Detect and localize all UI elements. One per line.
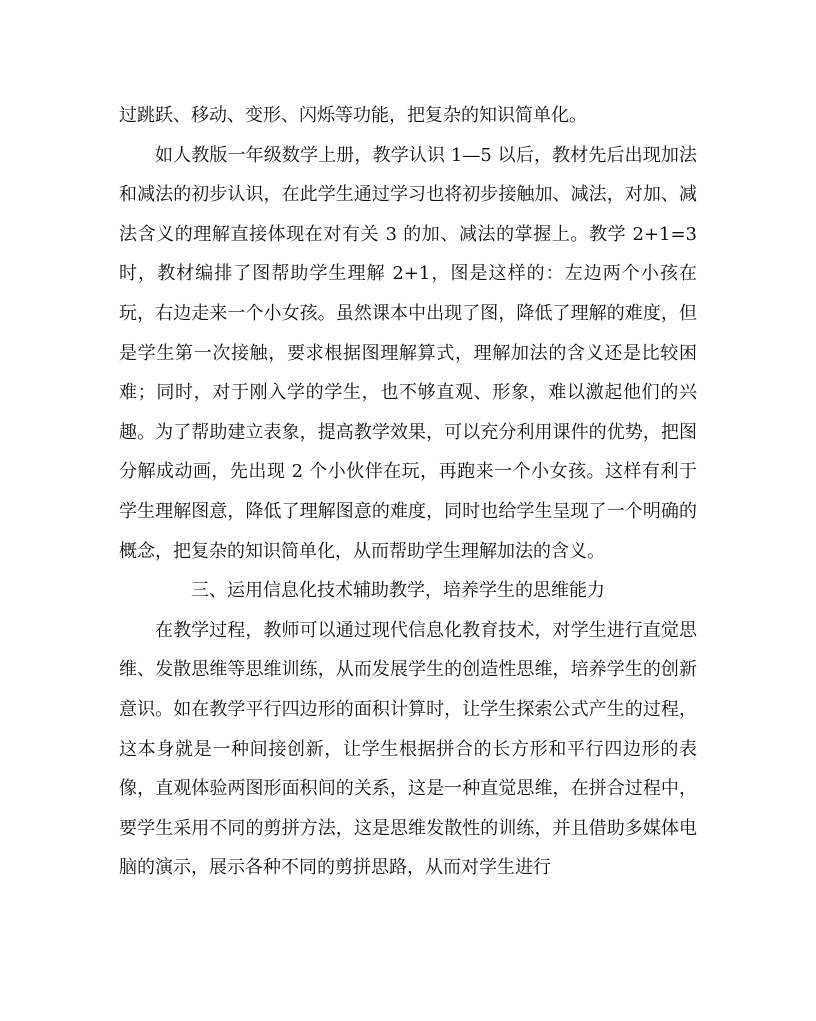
paragraph-continuation: 过跳跃、移动、变形、闪烁等功能，把复杂的知识简单化。: [119, 105, 587, 126]
section-heading: 三、运用信息化技术辅助教学，培养学生的思维能力: [191, 580, 605, 602]
paragraph-addition-example: 如人教版一年级数学上册，教学认识 1—5 以后，教材先后出现加法和减法的初步认识，在此学生通过学习也将初步接触加、减法，对加、减法含义的理解直接体现在对有关 3 的加、减法的掌握上。教学 2+1=3 时，教材编排了图帮助学生理解 2+1，图是这样的：左边两个小孩在玩，右边走来一个小女孩。虽然课本中出现了图，降低了理解的难度，但是学生第一次接触，要求根据图理解算式，理解加法的含义还是比较困难；同时，对于刚入学的学生，也不够直观、形象，难以激起他们的兴趣。为了帮助建立表象，提高教学效果，可以充分利用课件的优势，把图分解成动画，先出现 2 个小伙伴在玩，再跑来一个小女孩。这样有利于学生理解图意，降低了理解图意的难度，同时也给学生呈现了一个明确的概念，把复杂的知识简单化，从而帮助学生理解加法的含义。: [119, 144, 697, 562]
paragraph-thinking-training: 在教学过程，教师可以通过现代信息化教育技术，对学生进行直觉思维、发散思维等思维训练，从而发展学生的创造性思维，培养学生的创新意识。如在教学平行四边形的面积计算时，让学生探索公式产生的过程，这本身就是一种间接创新，让学生根据拼合的长方形和平行四边形的表像，直观体验两图形面积间的关系，这是一种直觉思维，在拼合过程中，要学生采用不同的剪拼方法，这是思维发散性的训练，并且借助多媒体电脑的演示，展示各种不同的剪拼思路，从而对学生进行: [119, 619, 697, 879]
document-body: [119, 96, 697, 888]
